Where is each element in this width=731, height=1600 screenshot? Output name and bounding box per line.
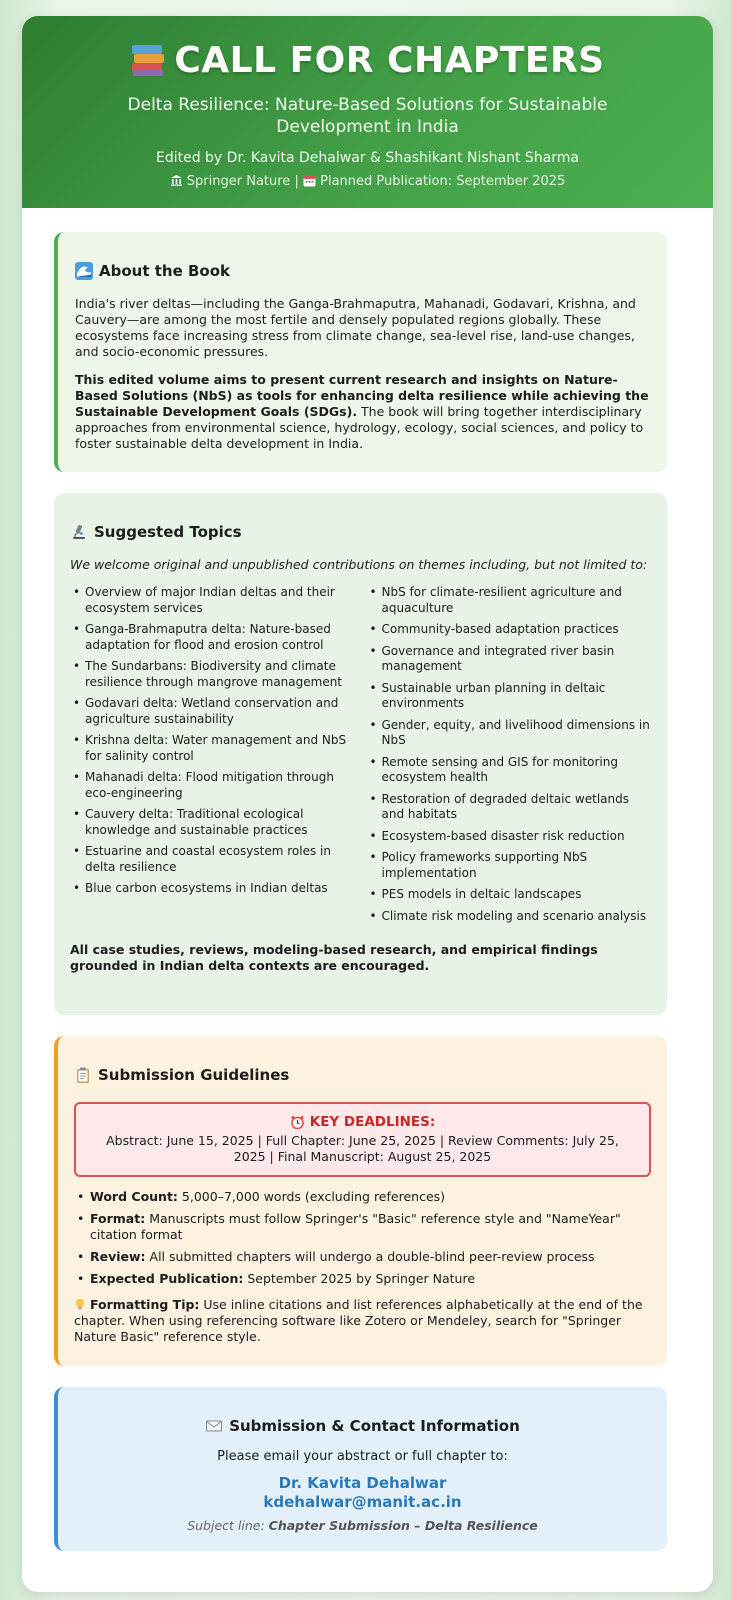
header-banner xyxy=(22,16,713,208)
guideline-text: 5,000–7,000 words (excluding references) xyxy=(177,1189,446,1204)
list-item: • Cauvery delta: Traditional ecological knowledge and sustainable practices xyxy=(70,807,355,838)
subject-line xyxy=(74,1518,651,1533)
list-item: • Mahanadi delta: Flood mitigation through eco-engineering xyxy=(70,770,355,801)
guideline-label: Word Count: xyxy=(90,1189,178,1204)
about-title: About the Book xyxy=(99,262,230,280)
contact-heading xyxy=(74,1415,651,1437)
guideline-text: All submitted chapters will undergo a double-blind peer-review process xyxy=(145,1249,595,1264)
list-item: • Blue carbon ecosystems in Indian deltas xyxy=(70,881,355,897)
page-title xyxy=(22,38,713,82)
list-item xyxy=(74,1211,651,1243)
formatting-tip xyxy=(74,1297,651,1345)
topics-closing: All case studies, reviews, modeling-based research, and empirical findings grounded in Indian delta contexts are encouraged. xyxy=(70,942,598,973)
subject-label: Subject line: xyxy=(187,1518,269,1533)
flyer-card xyxy=(22,16,713,1592)
envelope-icon xyxy=(205,1417,223,1435)
topics-heading xyxy=(70,521,651,543)
about-paragraph-2 xyxy=(75,372,651,452)
about-heading xyxy=(75,260,651,282)
topics-section xyxy=(54,493,667,1015)
list-item: • Krishna delta: Water management and NbS for salinity control xyxy=(70,733,355,764)
alarm-clock-icon xyxy=(290,1115,305,1130)
guideline-text: September 2025 by Springer Nature xyxy=(243,1271,476,1286)
tip-label: Formatting Tip: xyxy=(89,1297,200,1312)
subject-value: Chapter Submission – Delta Resilience xyxy=(268,1518,538,1533)
list-item: • Overview of major Indian deltas and their ecosystem services xyxy=(70,585,355,616)
guideline-text: Manuscripts must follow Springer's "Basic" reference style and "NameYear" citation format xyxy=(90,1211,621,1242)
about-paragraph-1: India's river deltas—including the Ganga-Brahmaputra, Mahanadi, Godavari, Krishna, and Cauvery—are among the most fertile and densely populated regions globally. These ecosystems face increasing stress from climate change, sea-level rise, land-use changes, and socio-economic pressures. xyxy=(75,296,636,359)
list-item: • Godavari delta: Wetland conservation and agriculture sustainability xyxy=(70,696,355,727)
planned-publication: Planned Publication: September 2025 xyxy=(320,174,566,189)
publisher-name: Springer Nature xyxy=(186,174,291,189)
contact-email-link[interactable]: kdehalwar@manit.ac.in xyxy=(263,1493,462,1511)
topics-right-list xyxy=(367,585,652,930)
list-item: • The Sundarbans: Biodiversity and climate resilience through mangrove management xyxy=(70,659,355,690)
wave-icon xyxy=(75,262,93,280)
publication-meta xyxy=(22,174,713,189)
guidelines-list xyxy=(74,1189,651,1287)
editors-line: Edited by Dr. Kavita Dehalwar & Shashikant Nishant Sharma xyxy=(155,150,579,166)
list-item: • Gender, equity, and livelihood dimensions in NbS xyxy=(367,718,652,749)
list-item: • Policy frameworks supporting NbS implementation xyxy=(367,850,652,881)
about-paragraph-2-bold: This edited volume aims to present current research and insights on Nature-Based Solutions (NbS) as tools for enhancing delta resilience while achieving the Sustainable Development Goals (SDGs). xyxy=(75,372,649,419)
deadlines-title: KEY DEADLINES: xyxy=(309,1114,436,1130)
list-item: • PES models in deltaic landscapes xyxy=(367,887,652,903)
list-item xyxy=(74,1249,651,1265)
list-item: • Governance and integrated river basin management xyxy=(367,644,652,675)
guidelines-section xyxy=(54,1036,667,1366)
list-item xyxy=(74,1189,651,1205)
clipboard-icon xyxy=(74,1066,92,1084)
guideline-label: Review: xyxy=(90,1249,146,1264)
about-paragraph-2-rest: The book will bring together interdisciplinary approaches from environmental science, hydrology, ecology, social sciences, and policy to foster sustainable delta development in India. xyxy=(75,404,644,451)
title-text: CALL FOR CHAPTERS xyxy=(174,39,605,81)
deadlines-box xyxy=(74,1102,651,1177)
deadlines-text: Abstract: June 15, 2025 | Full Chapter: June 25, 2025 | Review Comments: July 25, 2025 | Final Manuscript: August 25, 2025 xyxy=(106,1133,619,1164)
tip-text: Use inline citations and list references alphabetically at the end of the chapter. When using referencing software like Zotero or Mendeley, search for "Springer Nature Basic" reference style. xyxy=(74,1297,643,1344)
contact-section xyxy=(54,1387,667,1551)
list-item: • Ecosystem-based disaster risk reduction xyxy=(367,829,652,845)
guideline-label: Format: xyxy=(90,1211,146,1226)
list-item: • Ganga-Brahmaputra delta: Nature-based adaptation for flood and erosion control xyxy=(70,622,355,653)
meta-separator: | xyxy=(294,174,299,189)
topics-title: Suggested Topics xyxy=(94,523,242,541)
calendar-icon xyxy=(303,174,316,187)
list-item: • Remote sensing and GIS for monitoring ecosystem health xyxy=(367,755,652,786)
guidelines-title: Submission Guidelines xyxy=(98,1066,290,1084)
list-item: • Climate risk modeling and scenario analysis xyxy=(367,909,652,925)
list-item: • Sustainable urban planning in deltaic environments xyxy=(367,681,652,712)
guidelines-heading xyxy=(74,1064,651,1086)
contact-title: Submission & Contact Information xyxy=(229,1417,520,1435)
building-icon xyxy=(170,174,183,186)
contact-name: Dr. Kavita Dehalwar xyxy=(278,1474,447,1492)
list-item: • Community-based adaptation practices xyxy=(367,622,652,638)
microscope-icon xyxy=(70,523,88,541)
topics-left-list xyxy=(70,585,355,930)
books-icon xyxy=(130,42,164,78)
book-subtitle: Delta Resilience: Nature-Based Solutions for Sustainable Development in India xyxy=(127,95,608,137)
list-item: • Restoration of degraded deltaic wetlands and habitats xyxy=(367,792,652,823)
about-section xyxy=(54,232,667,472)
guideline-label: Expected Publication: xyxy=(90,1271,244,1286)
lightbulb-icon xyxy=(74,1298,86,1311)
list-item: • NbS for climate-resilient agriculture and aquaculture xyxy=(367,585,652,616)
list-item xyxy=(74,1271,651,1287)
topics-columns xyxy=(70,585,651,930)
list-item: • Estuarine and coastal ecosystem roles in delta resilience xyxy=(70,844,355,875)
contact-instruction: Please email your abstract or full chapter to: xyxy=(217,1449,508,1464)
deadlines-heading xyxy=(94,1114,631,1130)
topics-intro: We welcome original and unpublished contributions on themes including, but not limited to: xyxy=(70,557,648,572)
